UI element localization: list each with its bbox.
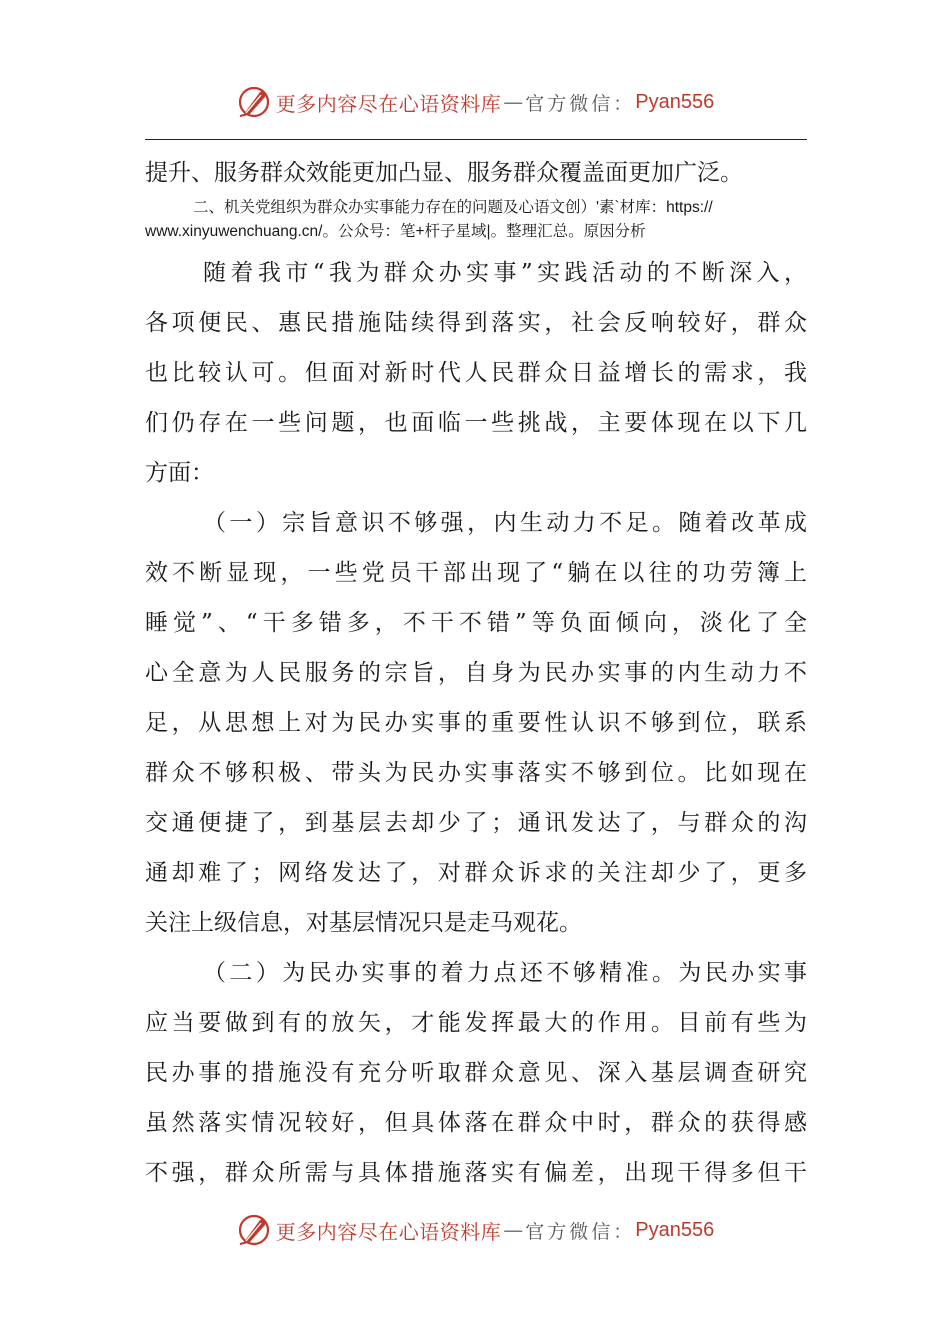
paragraph-line: 关注上级信息，对基层情况只是走马观花。 <box>145 910 582 936</box>
paragraph-line: 足，从思想上对为民办实事的重要性认识不够到位，联系 <box>145 710 807 736</box>
paragraph-line: 通却难了；网络发达了，对群众诉求的关注却少了，更多 <box>145 860 807 886</box>
paragraph-line: 方面： <box>145 460 214 486</box>
header-separator: — <box>503 90 524 114</box>
intro-line: 提升、服务群众效能更加凸显、服务群众覆盖面更加广泛。 <box>145 160 743 186</box>
quill-pen-logo-icon <box>236 84 272 120</box>
paragraph-line: 也比较认可。但面对新时代人民群众日益增长的需求，我 <box>145 360 807 386</box>
paragraph-line: 随着我市“我为群众办实事”实践活动的不断深入， <box>203 260 807 286</box>
section-heading-line-1: 二、机关党组织为群众办实事能力存在的问题及心语文创）'素`材库：https:// <box>193 199 713 216</box>
paragraph-line: （二）为民办实事的着力点还不够精准。为民办实事 <box>203 960 807 986</box>
paragraph-3 <box>145 948 807 1198</box>
paragraph-line: 效不断显现，一些党员干部出现了“躺在以往的功劳簿上 <box>145 560 807 586</box>
paragraph-line: 应当要做到有的放矢，才能发挥最大的作用。目前有些为 <box>145 1010 807 1036</box>
header-banner <box>0 82 950 122</box>
paragraph-line: 群众不够积极、带头为民办实事落实不够到位。比如现在 <box>145 760 807 786</box>
paragraph-line: 民办事的措施没有充分听取群众意见、深入基层调查研究 <box>145 1060 807 1086</box>
paragraph-line: 们仍存在一些问题，也面临一些挑战，主要体现在以下几 <box>145 410 807 436</box>
paragraph-line: （一）宗旨意识不够强，内生动力不足。随着改革成 <box>203 510 807 536</box>
paragraph-line: 交通便捷了，到基层去却少了；通讯发达了，与群众的沟 <box>145 810 807 836</box>
footer-promo-text: 更多内容尽在心语资料库 <box>275 1219 502 1244</box>
paragraph-line: 虽然落实情况较好，但具体落在群众中时，群众的获得感 <box>145 1110 807 1136</box>
section-heading-line-2: www.xinyuwenchuang.cn/。公众号：笔+杆子星域|。整理汇总。原因分析 <box>145 223 646 240</box>
header-official-label: 官方微信： <box>525 92 636 115</box>
footer-wechat-id: Pyan556 <box>635 1218 715 1241</box>
header-wechat-id: Pyan556 <box>635 90 715 113</box>
header-divider <box>145 139 807 140</box>
paragraph-line: 睡觉”、“干多错多，不干不错”等负面倾向，淡化了全 <box>145 610 807 636</box>
quill-pen-logo-icon <box>236 1212 272 1248</box>
paragraph-line: 不强，群众所需与具体措施落实有偏差，出现干得多但干 <box>145 1160 807 1186</box>
header-promo-text: 更多内容尽在心语资料库 <box>275 91 502 116</box>
document-body <box>145 148 807 1198</box>
paragraph-1 <box>145 248 807 498</box>
paragraph-2 <box>145 498 807 948</box>
footer-banner <box>0 1210 950 1250</box>
paragraph-line: 各项便民、惠民措施陆续得到落实，社会反响较好，群众 <box>145 310 807 336</box>
footer-separator: — <box>503 1218 524 1242</box>
paragraph-line: 心全意为人民服务的宗旨，自身为民办实事的内生动力不 <box>145 660 807 686</box>
footer-official-label: 官方微信： <box>525 1220 636 1243</box>
